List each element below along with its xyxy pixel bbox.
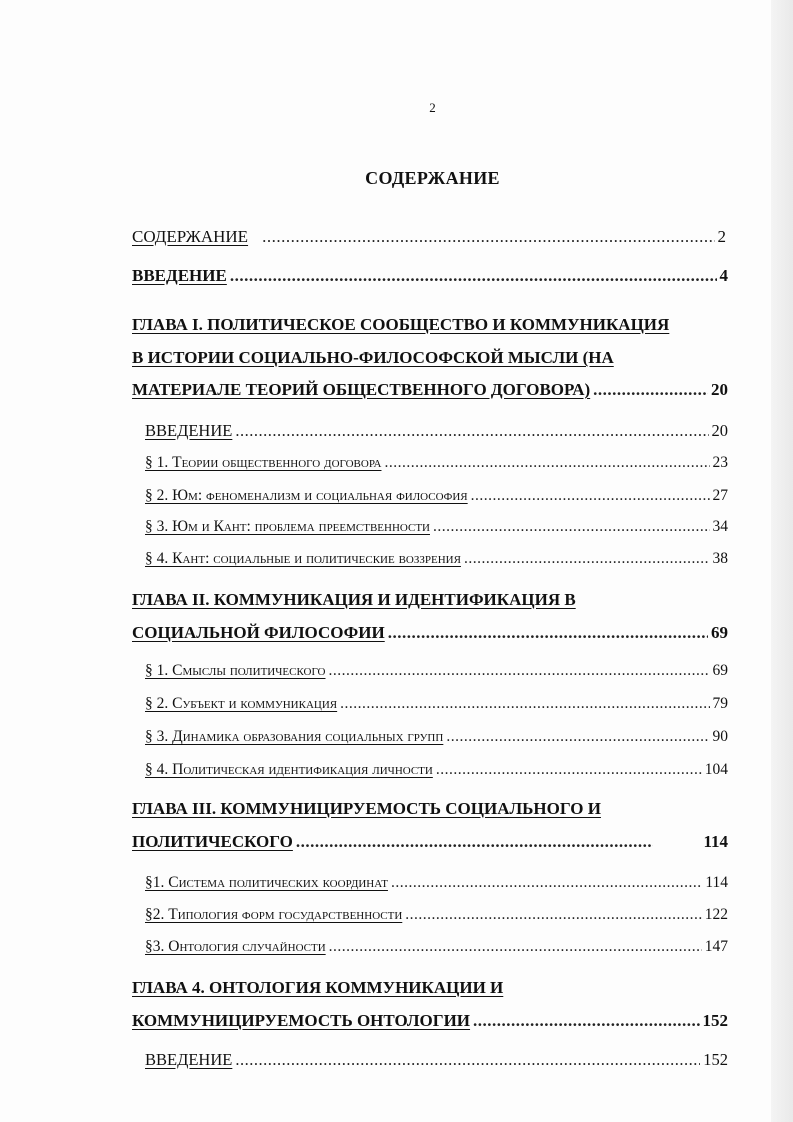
toc-section-ch3-1[interactable] <box>145 874 728 892</box>
toc-section-ch3-2[interactable] <box>145 906 728 924</box>
toc-section-ch1-3[interactable] <box>145 518 728 536</box>
chapter-2-title-line-1[interactable]: ГЛАВА II. КОММУНИКАЦИЯ И ИДЕНТИФИКАЦИЯ В <box>132 590 576 609</box>
toc-section-ch2-3[interactable] <box>145 728 728 746</box>
toc-section-label: § 1. Теории общественного договора <box>145 454 382 471</box>
toc-entry-page: 69 <box>711 623 728 642</box>
page-title: СОДЕРЖАНИЕ <box>365 168 500 188</box>
toc-section-label: ВВЕДЕНИЕ <box>145 421 233 440</box>
toc-section-page: 34 <box>712 518 728 535</box>
toc-entry-label: ПОЛИТИЧЕСКОГО <box>132 832 293 851</box>
toc-section-page: 23 <box>712 454 728 471</box>
toc-section-label: § 2. Субъект и коммуникация <box>145 695 338 712</box>
leader-dots <box>329 938 702 956</box>
toc-entry-page: 152 <box>702 1011 728 1030</box>
leader-dots <box>388 623 708 643</box>
toc-section-page: 20 <box>711 421 728 440</box>
leader-dots <box>433 518 710 536</box>
toc-section-page: 104 <box>704 761 728 778</box>
toc-entry-label: СОДЕРЖАНИЕ <box>132 227 249 246</box>
toc-entry-chapter-2[interactable] <box>132 623 728 643</box>
leader-dots <box>446 728 709 746</box>
toc-section-page: 69 <box>712 662 728 679</box>
chapter-3-title-line-1[interactable]: ГЛАВА III. КОММУНИЦИРУЕМОСТЬ СОЦИАЛЬНОГО И <box>132 799 601 818</box>
toc-section-page: 79 <box>712 695 728 712</box>
toc-section-page: 90 <box>712 728 728 745</box>
chapter-4-title-line-1[interactable]: ГЛАВА 4. ОНТОЛОГИЯ КОММУНИКАЦИИ И <box>132 978 504 997</box>
leader-dots <box>471 487 710 505</box>
toc-entry-contents[interactable] <box>132 227 726 247</box>
leader-dots <box>464 550 710 568</box>
toc-section-page: 38 <box>712 550 728 567</box>
toc-section-ch2-4[interactable] <box>145 761 728 779</box>
leader-dots <box>391 874 702 892</box>
toc-section-ch1-intro[interactable] <box>145 421 728 441</box>
toc-section-label: § 3. Динамика образования социальных групп <box>145 728 444 745</box>
toc-entry-page: 2 <box>717 227 726 246</box>
toc-entry-chapter-1[interactable] <box>132 380 728 400</box>
toc-section-label: § 3. Юм и Кант: проблема преемственности <box>145 518 430 535</box>
leader-dots <box>405 906 701 924</box>
leader-dots <box>593 380 708 400</box>
leader-dots <box>328 662 709 680</box>
toc-entry-label: СОЦИАЛЬНОЙ ФИЛОСОФИИ <box>132 623 385 642</box>
leader-dots <box>235 1050 700 1070</box>
toc-entry-page: 4 <box>719 266 728 285</box>
toc-section-label: § 4. Кант: социальные и политические воззрения <box>145 550 461 567</box>
toc-section-ch1-4[interactable] <box>145 550 728 568</box>
toc-entry-label: МАТЕРИАЛЕ ТЕОРИЙ ОБЩЕСТВЕННОГО ДОГОВОРА) <box>132 380 591 399</box>
leader-dots <box>384 454 709 472</box>
toc-section-label: § 1. Смыслы политического <box>145 662 326 679</box>
toc-entry-page: 20 <box>711 380 728 399</box>
toc-section-page: 147 <box>704 938 728 955</box>
toc-section-label: §1. Система политических координат <box>145 874 388 891</box>
toc-section-label: § 2. Юм: феноменализм и социальная философия <box>145 487 468 504</box>
leader-dots <box>436 761 702 779</box>
toc-entry-chapter-4[interactable] <box>132 1011 728 1031</box>
toc-entry-label: ВВЕДЕНИЕ <box>132 266 227 285</box>
toc-section-page: 27 <box>712 487 728 504</box>
toc-entry-chapter-3[interactable] <box>132 832 728 852</box>
toc-entry-label: КОММУНИЦИРУЕМОСТЬ ОНТОЛОГИИ <box>132 1011 471 1030</box>
toc-entry-page: 114 <box>703 832 728 851</box>
toc-section-ch1-2[interactable] <box>145 487 728 505</box>
toc-section-page: 122 <box>704 906 728 923</box>
toc-section-ch1-1[interactable] <box>145 454 728 472</box>
leader-dots <box>230 266 717 286</box>
leader-dots <box>473 1011 699 1031</box>
leader-dots <box>235 421 708 441</box>
toc-section-label: §3. Онтология случайности <box>145 938 326 955</box>
page-number: 2 <box>429 100 436 115</box>
toc-section-label: §2. Типология форм государственности <box>145 906 403 923</box>
toc-section-page: 114 <box>705 874 728 891</box>
toc-section-ch2-2[interactable] <box>145 695 728 713</box>
toc-section-label: ВВЕДЕНИЕ <box>145 1050 233 1069</box>
toc-entry-intro[interactable] <box>132 266 728 286</box>
leader-dots <box>262 227 714 247</box>
chapter-1-title-line-2[interactable]: В ИСТОРИИ СОЦИАЛЬНО-ФИЛОСОФСКОЙ МЫСЛИ (НА <box>132 348 614 367</box>
toc-section-page: 152 <box>703 1050 728 1069</box>
leader-dots <box>340 695 709 713</box>
chapter-1-title-line-1[interactable]: ГЛАВА I. ПОЛИТИЧЕСКОЕ СООБЩЕСТВО И КОММУНИКАЦИЯ <box>132 315 670 334</box>
leader-dots <box>296 832 654 852</box>
toc-section-ch4-intro[interactable] <box>145 1050 728 1070</box>
toc-section-label: § 4. Политическая идентификация личности <box>145 761 433 778</box>
toc-section-ch2-1[interactable] <box>145 662 728 680</box>
toc-section-ch3-3[interactable] <box>145 938 728 956</box>
